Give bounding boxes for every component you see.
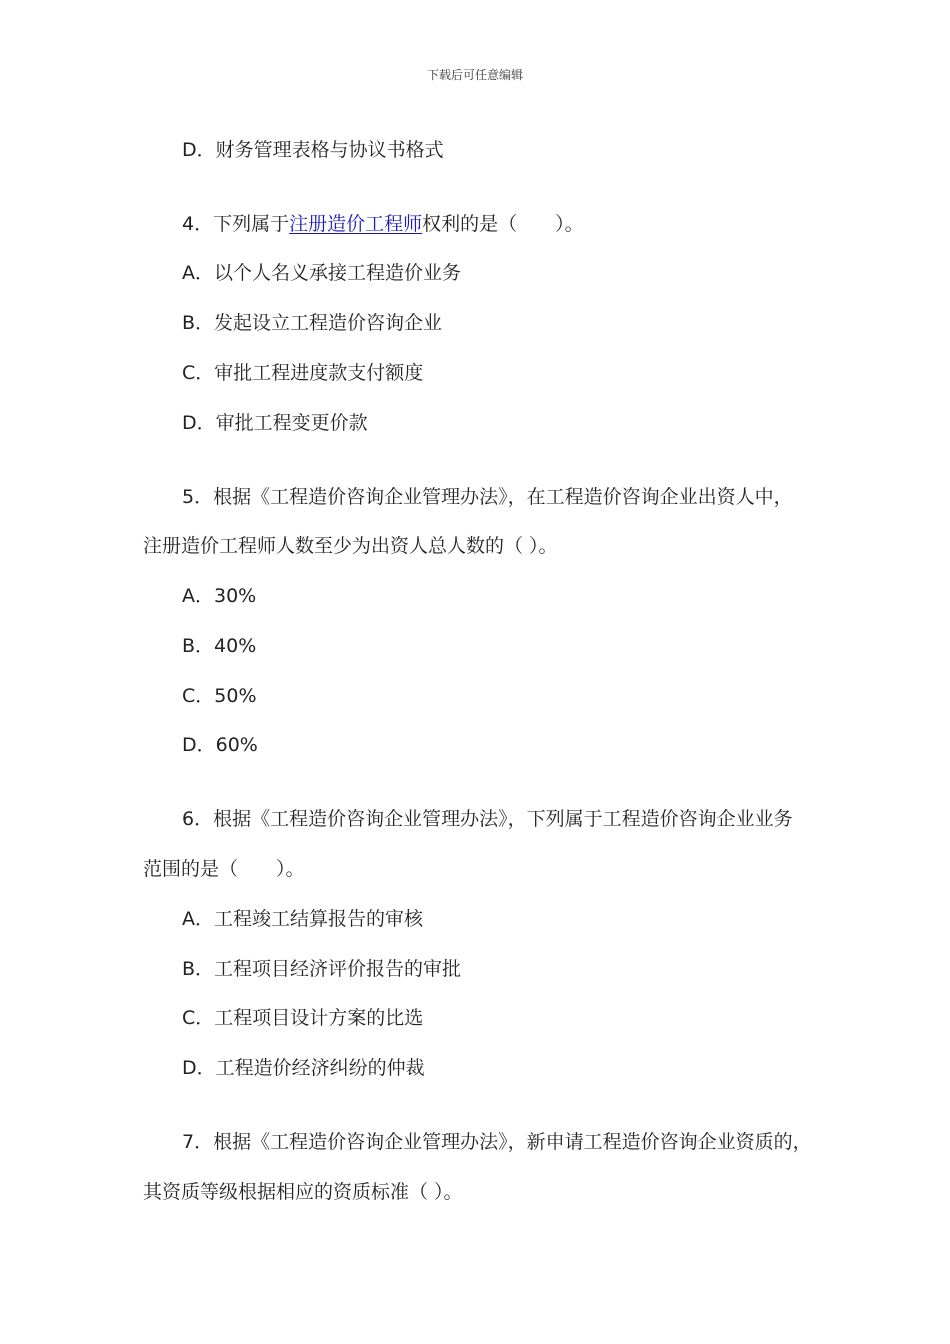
q7-stem-line1: 7．根据《工程造价咨询企业管理办法》，新申请工程造价咨询企业资质的， xyxy=(182,1131,812,1153)
q5-stem-line2: 注册造价工程师人数至少为出资人总人数的（ ）。 xyxy=(143,535,558,557)
q6-option-c: C．工程项目设计方案的比选 xyxy=(182,1007,424,1029)
q4-option-a: A．以个人名义承接工程造价业务 xyxy=(182,262,461,284)
page-header: 下载后可任意编辑 xyxy=(426,68,523,82)
q3-option-d: D．财务管理表格与协议书格式 xyxy=(182,139,444,161)
q6-stem-line1: 6．根据《工程造价咨询企业管理办法》，下列属于工程造价咨询企业业务 xyxy=(182,808,793,830)
q4-option-c: C．审批工程进度款支付额度 xyxy=(182,362,424,384)
registered-cost-engineer-link[interactable]: 注册造价工程师 xyxy=(289,213,423,235)
q4-stem-suffix: 权利的是（ ）。 xyxy=(422,213,584,235)
q6-stem-line2: 范围的是（ ）。 xyxy=(143,858,305,880)
q5-option-c: C．50% xyxy=(182,685,257,707)
q5-stem-line1: 5．根据《工程造价咨询企业管理办法》，在工程造价咨询企业出资人中， xyxy=(182,486,793,508)
q4-option-d: D．审批工程变更价款 xyxy=(182,412,368,434)
q4-option-b: B．发起设立工程造价咨询企业 xyxy=(182,312,443,334)
q5-option-d: D．60% xyxy=(182,734,258,756)
q7-stem-line2: 其资质等级根据相应的资质标准（ ）。 xyxy=(143,1181,463,1203)
q4-stem xyxy=(182,211,584,237)
q6-option-a: A．工程竣工结算报告的审核 xyxy=(182,908,423,930)
q5-option-b: B．40% xyxy=(182,635,257,657)
q6-option-b: B．工程项目经济评价报告的审批 xyxy=(182,958,462,980)
q6-option-d: D．工程造价经济纠纷的仲裁 xyxy=(182,1057,425,1079)
q4-stem-prefix: 4．下列属于 xyxy=(182,213,290,235)
q5-option-a: A．30% xyxy=(182,585,257,607)
